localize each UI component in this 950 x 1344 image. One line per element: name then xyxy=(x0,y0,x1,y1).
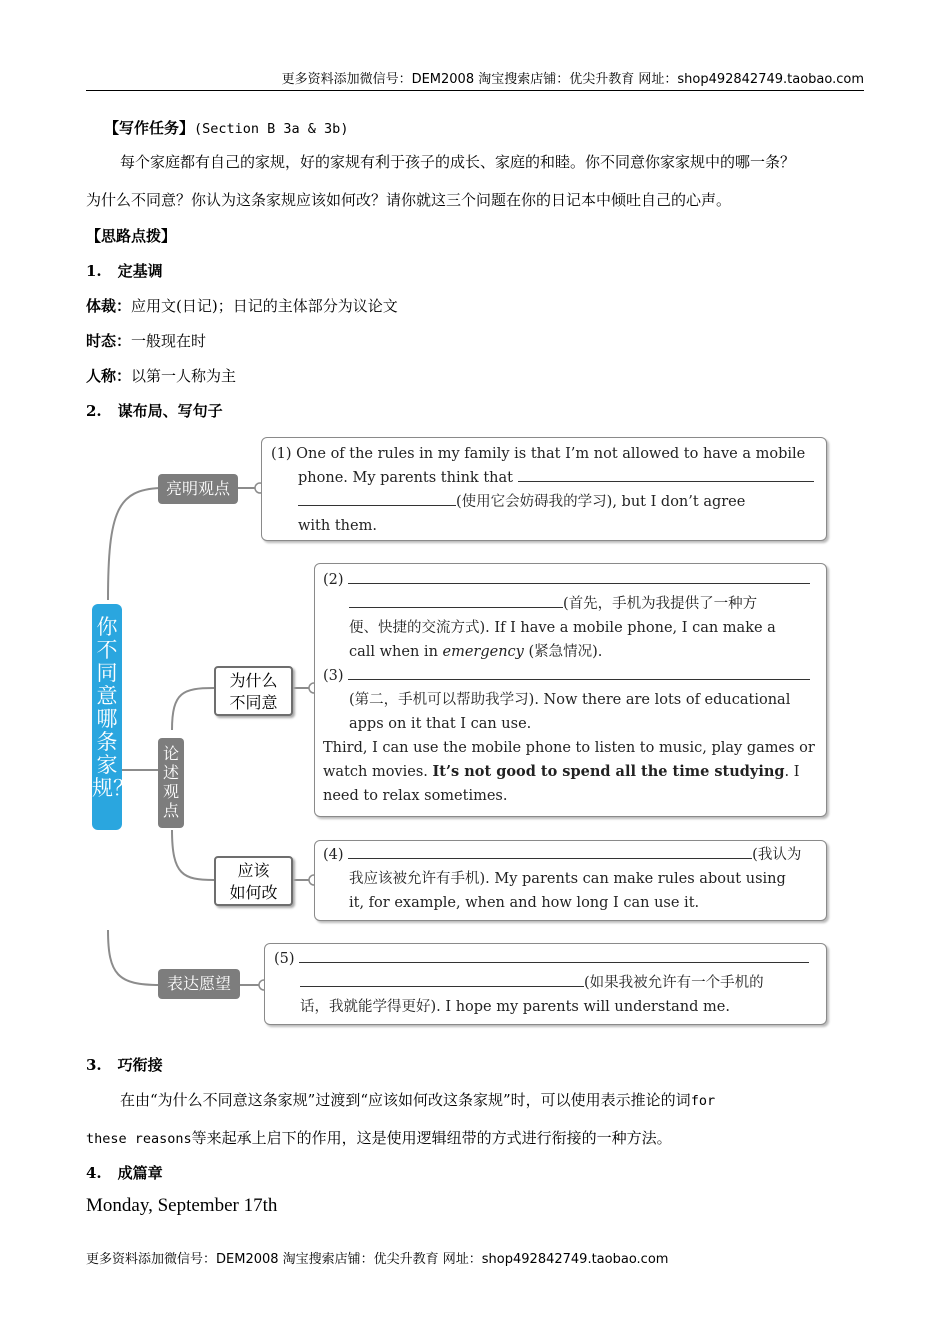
box2-line-3: 便、快捷的交流方式). If I have a mobile phone, I can make a xyxy=(349,620,776,636)
step1-heading xyxy=(86,261,163,281)
box4-line-1-text: (我认为 xyxy=(752,847,802,863)
box2-line-10: need to relax sometimes. xyxy=(323,788,508,804)
box2-line-2 xyxy=(323,592,826,616)
box2-line-9b: It’s not good to spend all the time studying xyxy=(432,763,785,780)
box1-line-4: with them. xyxy=(298,518,377,534)
tips-heading: 【思路点拨】 xyxy=(86,227,177,245)
answer-blank-3a xyxy=(348,665,810,680)
box2-line-6: (第二，手机可以帮助我学习). Now there are lots of educational xyxy=(349,692,791,708)
step2-title: 谋布局、写句子 xyxy=(117,402,223,420)
step1-title: 定基调 xyxy=(117,262,163,280)
essay-date: Monday, September 17th xyxy=(86,1195,278,1216)
step4-heading xyxy=(86,1163,163,1183)
answer-blank-4 xyxy=(348,844,752,859)
task-heading xyxy=(104,118,348,139)
tense-value: 一般现在时 xyxy=(131,332,207,350)
box2-line-4c: (紧急情况). xyxy=(523,644,603,660)
task-section: (Section B 3a & 3b) xyxy=(194,121,349,137)
connector-argue-how xyxy=(172,830,214,880)
tag-how-change xyxy=(214,856,293,906)
why-line-1: 为什么 xyxy=(229,671,278,690)
box2-num-3: (3) xyxy=(323,668,344,684)
box2-line-9 xyxy=(323,760,826,784)
connect-line-1 xyxy=(120,1090,715,1111)
box-point-1 xyxy=(261,437,827,541)
mindmap-root: 你不同意哪条家规？ xyxy=(92,604,122,830)
answer-blank-1b xyxy=(298,491,456,506)
box2-line-8: Third, I can use the mobile phone to listen to music, play games or xyxy=(323,740,815,756)
step3-title: 巧衔接 xyxy=(117,1056,163,1074)
person-label: 人称： xyxy=(86,367,132,385)
answer-blank-2a xyxy=(348,569,810,584)
answer-blank-1a xyxy=(518,467,814,482)
step2-heading xyxy=(86,401,223,421)
box5-line-2-text: (如果我被允许有一个手机的 xyxy=(584,975,764,991)
connect-line-2-en: these reasons xyxy=(86,1131,192,1147)
genre-value: 应用文(日记)；日记的主体部分为议论文 xyxy=(131,297,398,315)
tense-label: 时态： xyxy=(86,332,132,350)
tag-express-wish: 表达愿望 xyxy=(158,969,240,999)
how-line-1: 应该 xyxy=(237,861,270,880)
box1-line-3-text: (使用它会妨碍我的学习), but I don’t agree xyxy=(456,494,746,510)
connect-line-1-en: for xyxy=(690,1093,716,1109)
box1-line-2 xyxy=(271,466,826,490)
connect-line-1-text: 在由“为什么不同意这条家规”过渡到“应该如何改这条家规”时，可以使用表示推论的词 xyxy=(120,1091,691,1109)
genre-label: 体裁： xyxy=(86,297,132,315)
answer-blank-5b xyxy=(300,972,584,987)
box2-line-9c: . I xyxy=(784,764,800,780)
box-point-5 xyxy=(264,943,827,1025)
box2-line-2-text: (首先，手机为我提供了一种方 xyxy=(563,596,758,612)
connector-argue-why xyxy=(172,688,214,730)
task-line-1: 每个家庭都有自己的家规，好的家规有利于孩子的成长、家庭的和睦。你不同意你家家规中的哪一条？ xyxy=(120,153,796,171)
person-line xyxy=(86,366,236,386)
step2-num: 2. xyxy=(86,402,102,420)
connect-line-2 xyxy=(86,1128,672,1149)
tag-state-view: 亮明观点 xyxy=(158,474,238,504)
box4-line-1 xyxy=(323,843,826,867)
person-value: 以第一人称为主 xyxy=(131,367,237,385)
box2-line-7: apps on it that I can use. xyxy=(349,716,532,732)
connector-root-wish xyxy=(108,930,160,985)
box1-line-3 xyxy=(271,490,826,514)
box4-line-3: it, for example, when and how long I can use it. xyxy=(349,895,700,911)
genre-line xyxy=(86,296,398,316)
box2-line-9a: watch movies. xyxy=(323,764,433,780)
tag-why-disagree xyxy=(214,666,293,716)
step3-num: 3. xyxy=(86,1056,102,1074)
box5-line-3: 话，我就能学得更好). I hope my parents will understand me. xyxy=(300,999,730,1015)
box2-line-4a: call when in xyxy=(349,644,443,660)
how-line-2: 如何改 xyxy=(229,883,278,902)
page-header: 更多资料添加微信号：DEM2008 淘宝搜索店铺：优尖升教育 网址：shop492842749.taobao.com xyxy=(86,68,864,91)
answer-blank-2b xyxy=(349,593,563,608)
why-line-2: 不同意 xyxy=(229,693,278,712)
box1-line-1: (1) One of the rules in my family is that I’m not allowed to have a mobile xyxy=(271,446,806,462)
page-footer: 更多资料添加微信号：DEM2008 淘宝搜索店铺：优尖升教育 网址：shop492842749.taobao.com xyxy=(86,1252,669,1267)
box2-num-2: (2) xyxy=(323,572,344,588)
box2-line-5 xyxy=(323,664,826,688)
connect-line-2-text: 等来起承上启下的作用，这是使用逻辑纽带的方式进行衔接的一种方法。 xyxy=(191,1129,672,1147)
box5-line-2 xyxy=(274,971,826,995)
box2-line-1 xyxy=(323,568,826,592)
box-point-4 xyxy=(314,840,827,921)
step1-num: 1. xyxy=(86,262,102,280)
task-heading-label: 【写作任务】 xyxy=(104,119,195,137)
box4-num: (4) xyxy=(323,847,344,863)
box2-line-4b: emergency xyxy=(442,644,524,660)
box5-num: (5) xyxy=(274,951,295,967)
box-point-2-3 xyxy=(314,563,827,817)
box4-line-2: 我应该被允许有手机). My parents can make rules about using xyxy=(349,871,786,887)
box5-line-1 xyxy=(274,947,826,971)
answer-blank-5a xyxy=(299,948,809,963)
box2-line-4 xyxy=(323,640,826,664)
step4-num: 4. xyxy=(86,1164,102,1182)
box1-line-2-text: phone. My parents think that xyxy=(298,470,513,486)
step4-title: 成篇章 xyxy=(117,1164,163,1182)
step3-heading xyxy=(86,1055,163,1075)
tense-line xyxy=(86,331,206,351)
task-line-2: 为什么不同意？你认为这条家规应该如何改？请你就这三个问题在你的日记本中倾吐自己的心声。 xyxy=(86,191,732,209)
connector-root-view xyxy=(108,488,160,600)
tag-argue-view: 论述观点 xyxy=(158,738,184,828)
